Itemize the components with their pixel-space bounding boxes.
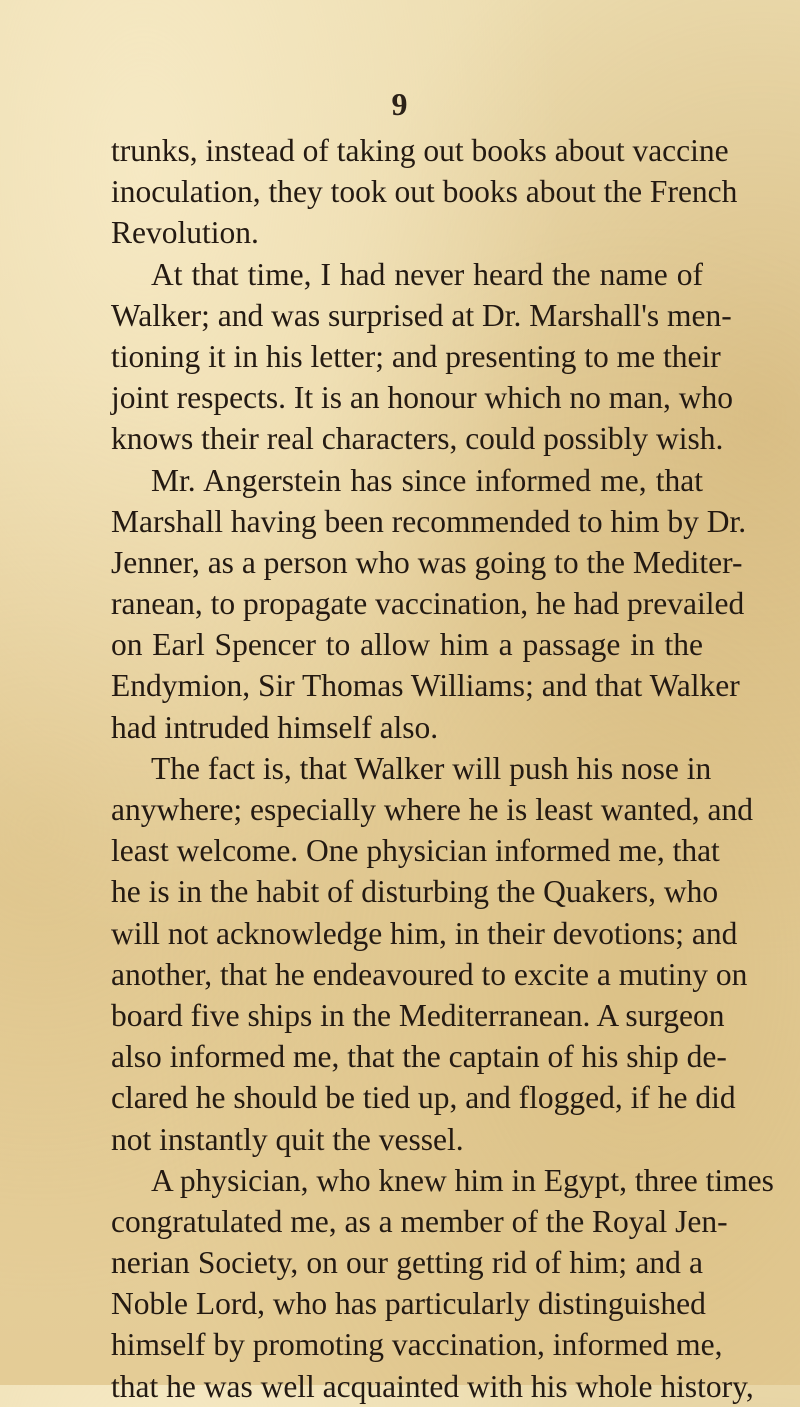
text-line: Walker; and was surprised at Dr. Marshall's men- <box>111 297 732 333</box>
text-line: Marshall having been recommended to him by Dr. <box>111 503 747 539</box>
text-line: joint respects. It is an honour which no man, who <box>111 380 734 416</box>
text-line: had intruded himself also. <box>111 709 439 745</box>
text-line: clared he should be tied up, and flogged, if he did <box>111 1080 736 1116</box>
text-line: knows their real characters, could possibly wish. <box>111 421 724 457</box>
text-line: he is in the habit of disturbing the Quakers, who <box>111 874 719 910</box>
text-line: nerian Society, on our getting rid of him; and a <box>111 1245 703 1281</box>
text-line: least welcome. One physician informed me, that <box>111 833 720 869</box>
text-line: board five ships in the Mediterranean. A surgeon <box>111 997 725 1033</box>
text-line: another, that he endeavoured to excite a mutiny on <box>111 956 748 992</box>
text-line: trunks, instead of taking out books about vaccine <box>111 133 729 168</box>
text-line: also informed me, that the captain of his ship de- <box>111 1039 727 1075</box>
page-number: 9 <box>391 86 409 122</box>
text-line: At that time, I had never heard the name of <box>151 256 703 292</box>
text-line: Noble Lord, who has particularly distinguished <box>111 1286 706 1322</box>
text-line: ranean, to propagate vaccination, he had prevailed <box>111 586 745 622</box>
text-line: Endymion, Sir Thomas Williams; and that Walker <box>111 668 740 704</box>
text-line: Jenner, as a person who was going to the Mediter- <box>111 544 743 580</box>
text-line: Revolution. <box>111 215 259 251</box>
text-line: will not acknowledge him, in their devotions; and <box>111 915 738 951</box>
text-line: The fact is, that Walker will push his nose in <box>151 750 712 786</box>
text-line: not instantly quit the vessel. <box>111 1121 464 1157</box>
text-line: on Earl Spencer to allow him a passage in the <box>111 627 703 663</box>
text-line: congratulated me, as a member of the Royal Jen- <box>111 1203 728 1239</box>
body-text <box>111 130 774 1407</box>
text-line: Mr. Angerstein has since informed me, that <box>151 462 703 498</box>
text-line: that he was well acquainted with his whole history, <box>111 1368 754 1404</box>
text-line: inoculation, they took out books about the French <box>111 174 738 210</box>
text-line: anywhere; especially where he is least wanted, and <box>111 792 753 827</box>
text-line: tioning it in his letter; and presenting to me their <box>111 338 721 374</box>
text-line: himself by promoting vaccination, informed me, <box>111 1327 723 1363</box>
text-line: A physician, who knew him in Egypt, three times <box>151 1162 774 1198</box>
